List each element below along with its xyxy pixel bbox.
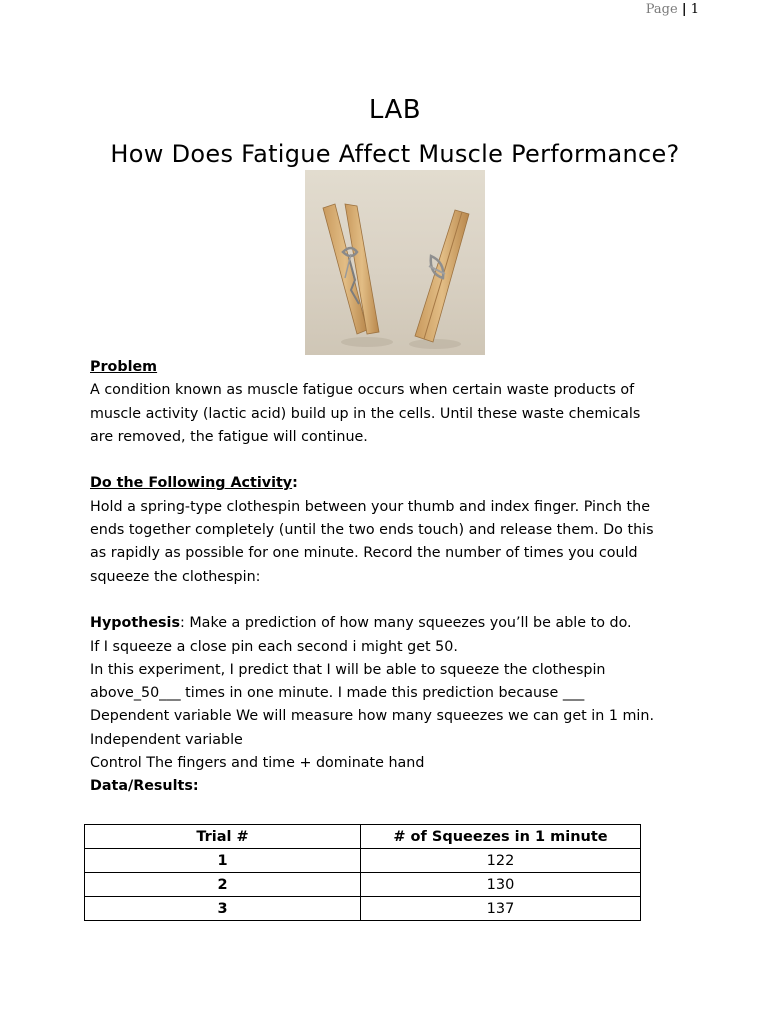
hypothesis-line: above_50___ times in one minute. I made this prediction because ___ — [90, 685, 585, 702]
problem-line: are removed, the fatigue will continue. — [90, 428, 368, 445]
trial-cell: 1 — [85, 849, 361, 873]
document-title: LAB — [368, 95, 422, 125]
problem-line: A condition known as muscle fatigue occurs when certain waste products of — [90, 382, 635, 399]
problem-line: muscle activity (lactic acid) build up in the cells. Until these waste chemicals — [90, 405, 641, 422]
document-subtitle: How Does Fatigue Affect Muscle Performance? — [110, 140, 680, 168]
activity-line: squeeze the clothespin: — [90, 568, 261, 585]
hypothesis-line: Control The fingers and time + dominate hand — [90, 755, 425, 772]
problem-heading: Problem — [90, 359, 158, 375]
hypothesis-line: In this experiment, I predict that I will be able to squeeze the clothespin — [90, 661, 606, 678]
clothespins-illustration — [305, 170, 485, 355]
table-row — [85, 897, 641, 921]
left-clothespin — [323, 204, 379, 334]
results-label: Data/Results — [90, 778, 193, 795]
page-label: Page — [645, 2, 678, 17]
squeezes-cell: 130 — [361, 873, 641, 897]
squeezes-cell: 122 — [361, 849, 641, 873]
hypothesis-line: Independent variable — [90, 731, 243, 748]
page-header — [646, 2, 699, 17]
activity-line: Hold a spring-type clothespin between your thumb and index finger. Pinch the — [90, 498, 650, 515]
activity-heading: Do the Following Activity — [90, 475, 293, 492]
trial-cell: 2 — [85, 873, 361, 897]
squeezes-column-header: # of Squeezes in 1 minute — [361, 825, 641, 849]
hypothesis-label: Hypothesis — [90, 615, 180, 632]
hypothesis-prompt: : Make a prediction of how many squeezes you’ll be able to do. — [179, 615, 632, 632]
right-clothespin — [415, 210, 469, 342]
trial-cell: 3 — [85, 897, 361, 921]
page-separator: | — [681, 2, 687, 17]
results-table — [84, 824, 641, 921]
squeezes-cell: 137 — [361, 897, 641, 921]
page-number: 1 — [690, 2, 699, 17]
document-body — [90, 356, 710, 799]
hypothesis-line: If I squeeze a close pin each second i might get 50. — [90, 638, 458, 655]
results-colon: : — [192, 778, 199, 795]
table-row — [85, 849, 641, 873]
activity-line: ends together completely (until the two ends touch) and release them. Do this — [90, 522, 654, 539]
table-header-row — [85, 825, 641, 849]
hypothesis-line: Dependent variable We will measure how many squeezes we can get in 1 min. — [90, 708, 655, 725]
trial-column-header: Trial # — [85, 825, 361, 849]
table-row — [85, 873, 641, 897]
activity-heading-colon: : — [292, 475, 298, 492]
clothespins-photo — [305, 170, 485, 355]
activity-line: as rapidly as possible for one minute. Record the number of times you could — [90, 545, 638, 562]
